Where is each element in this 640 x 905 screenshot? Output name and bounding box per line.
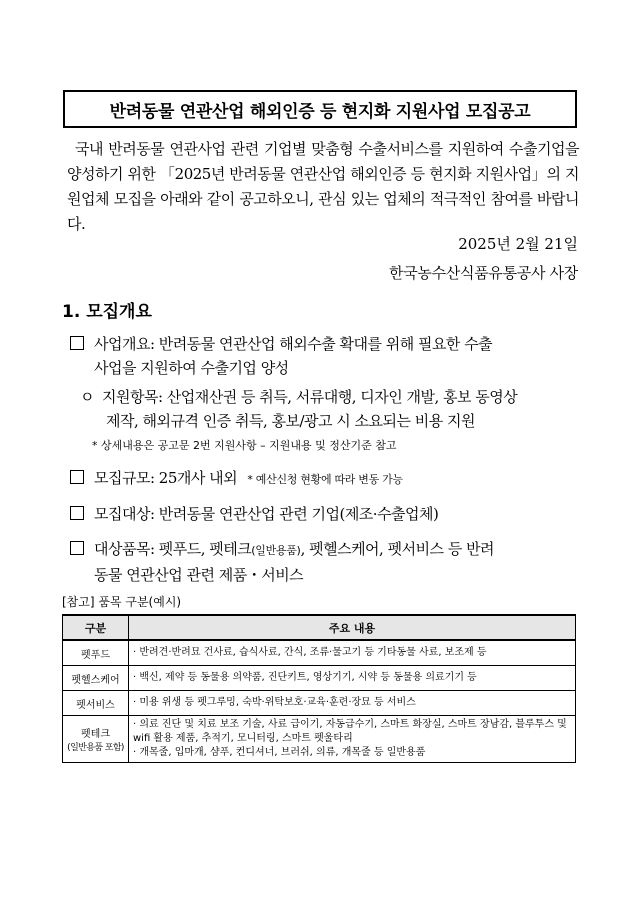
reference-label: [참고] 품목 구분(예시) xyxy=(62,595,182,609)
support-text: 지원항목: 산업재산권 등 취득, 서류대행, 디자인 개발, 홍보 동영상 xyxy=(102,388,518,406)
row-category-cell xyxy=(63,716,129,763)
overview-item xyxy=(70,332,580,380)
items-text-a: 대상품목: 펫푸드, 펫테크 xyxy=(94,540,252,558)
row-category: 펫푸드 xyxy=(63,640,129,666)
row-category: 펫헬스케어 xyxy=(63,666,129,691)
overview-text: 사업개요: 반려동물 연관산업 해외수출 확대를 위해 필요한 수출 xyxy=(94,335,493,353)
row-category: 펫테크 xyxy=(81,729,110,740)
row-content-cell xyxy=(129,716,576,763)
header-content: 주요 내용 xyxy=(129,615,576,640)
table-row xyxy=(63,640,576,666)
scale-item xyxy=(70,466,580,492)
support-note: * 상세내용은 공고문 2번 지원사항 – 지원내용 및 정산기준 참고 xyxy=(92,439,397,452)
announcement-date: 2025년 2월 21일 xyxy=(458,235,578,253)
target-text: 모집대상: 반려동물 연관산업 관련 기업(제조·수출업체) xyxy=(94,505,439,523)
row-content: · 의료 진단 및 치료 보조 기술, 사료 급이기, 자동급수기, 스마트 화장실, 스마트 장남감, 블루투스 및 wifi 활용 제품, 추적기, 모니터링, 스마트 펫울타리 xyxy=(133,719,567,744)
overview-text-cont: 사업을 지원하여 수출기업 양성 xyxy=(94,359,289,377)
target-item xyxy=(70,502,580,526)
row-category: 펫서비스 xyxy=(63,691,129,716)
checkbox-square-icon xyxy=(70,506,84,520)
scale-note: * 예산신청 현황에 따라 변동 가능 xyxy=(247,473,403,486)
section-title: 1. 모집개요 xyxy=(62,302,152,322)
reference-table xyxy=(62,614,576,763)
row-category-sub: (일반용품 포함) xyxy=(67,743,124,753)
circle-bullet-icon: ㅇ xyxy=(80,388,94,406)
table-row xyxy=(63,691,576,716)
support-text-cont: 제작, 해외규격 인증 취득, 홍보/광고 시 소요되는 비용 지원 xyxy=(106,412,476,430)
row-content: · 미용 위생 등 펫그루밍, 숙박·위탁보호·교육·훈련·장묘 등 서비스 xyxy=(129,691,576,716)
header-category: 구분 xyxy=(63,615,129,640)
support-item xyxy=(80,385,580,433)
product-items xyxy=(70,537,580,587)
items-text-b: , 펫헬스케어, 펫서비스 등 반려 xyxy=(300,540,495,558)
table-row xyxy=(63,716,576,763)
checkbox-square-icon xyxy=(70,336,84,350)
table-row xyxy=(63,666,576,691)
items-text-small: (일반용품) xyxy=(251,544,301,557)
page-title: 반려동물 연관산업 해외인증 등 현지화 지원사업 모집공고 xyxy=(63,90,577,128)
issuer: 한국농수산식품유통공사 사장 xyxy=(389,264,578,282)
row-content: · 반려견·반려묘 건사료, 습식사료, 간식, 조류·물고기 등 기타동물 사료, 보조제 등 xyxy=(129,640,576,666)
checkbox-square-icon xyxy=(70,541,84,555)
row-content-2: · 개목줄, 입마개, 샴푸, 컨디셔너, 브러쉬, 의류, 개목줄 등 일반용품 xyxy=(133,747,426,758)
row-content: · 백신, 제약 등 동물용 의약품, 진단키트, 영상기기, 시약 등 동물용 의료기기 등 xyxy=(129,666,576,691)
intro-paragraph: 국내 반려동물 연관사업 관련 기업별 맞춤형 수출서비스를 지원하여 수출기업을 양성하기 위한 「2025년 반려동물 연관산업 해외인증 등 현지화 지원사업」의 지원업체 모집을 아래와 같이 공고하오니, 관심 있는 업체의 적극적인 참여를 바랍니다. xyxy=(67,140,579,233)
table-header-row xyxy=(63,615,576,640)
items-text-cont: 동물 연관산업 관련 제품・서비스 xyxy=(94,566,304,584)
scale-text: 모집규모: 25개사 내외 xyxy=(94,469,238,487)
checkbox-square-icon xyxy=(70,470,84,484)
